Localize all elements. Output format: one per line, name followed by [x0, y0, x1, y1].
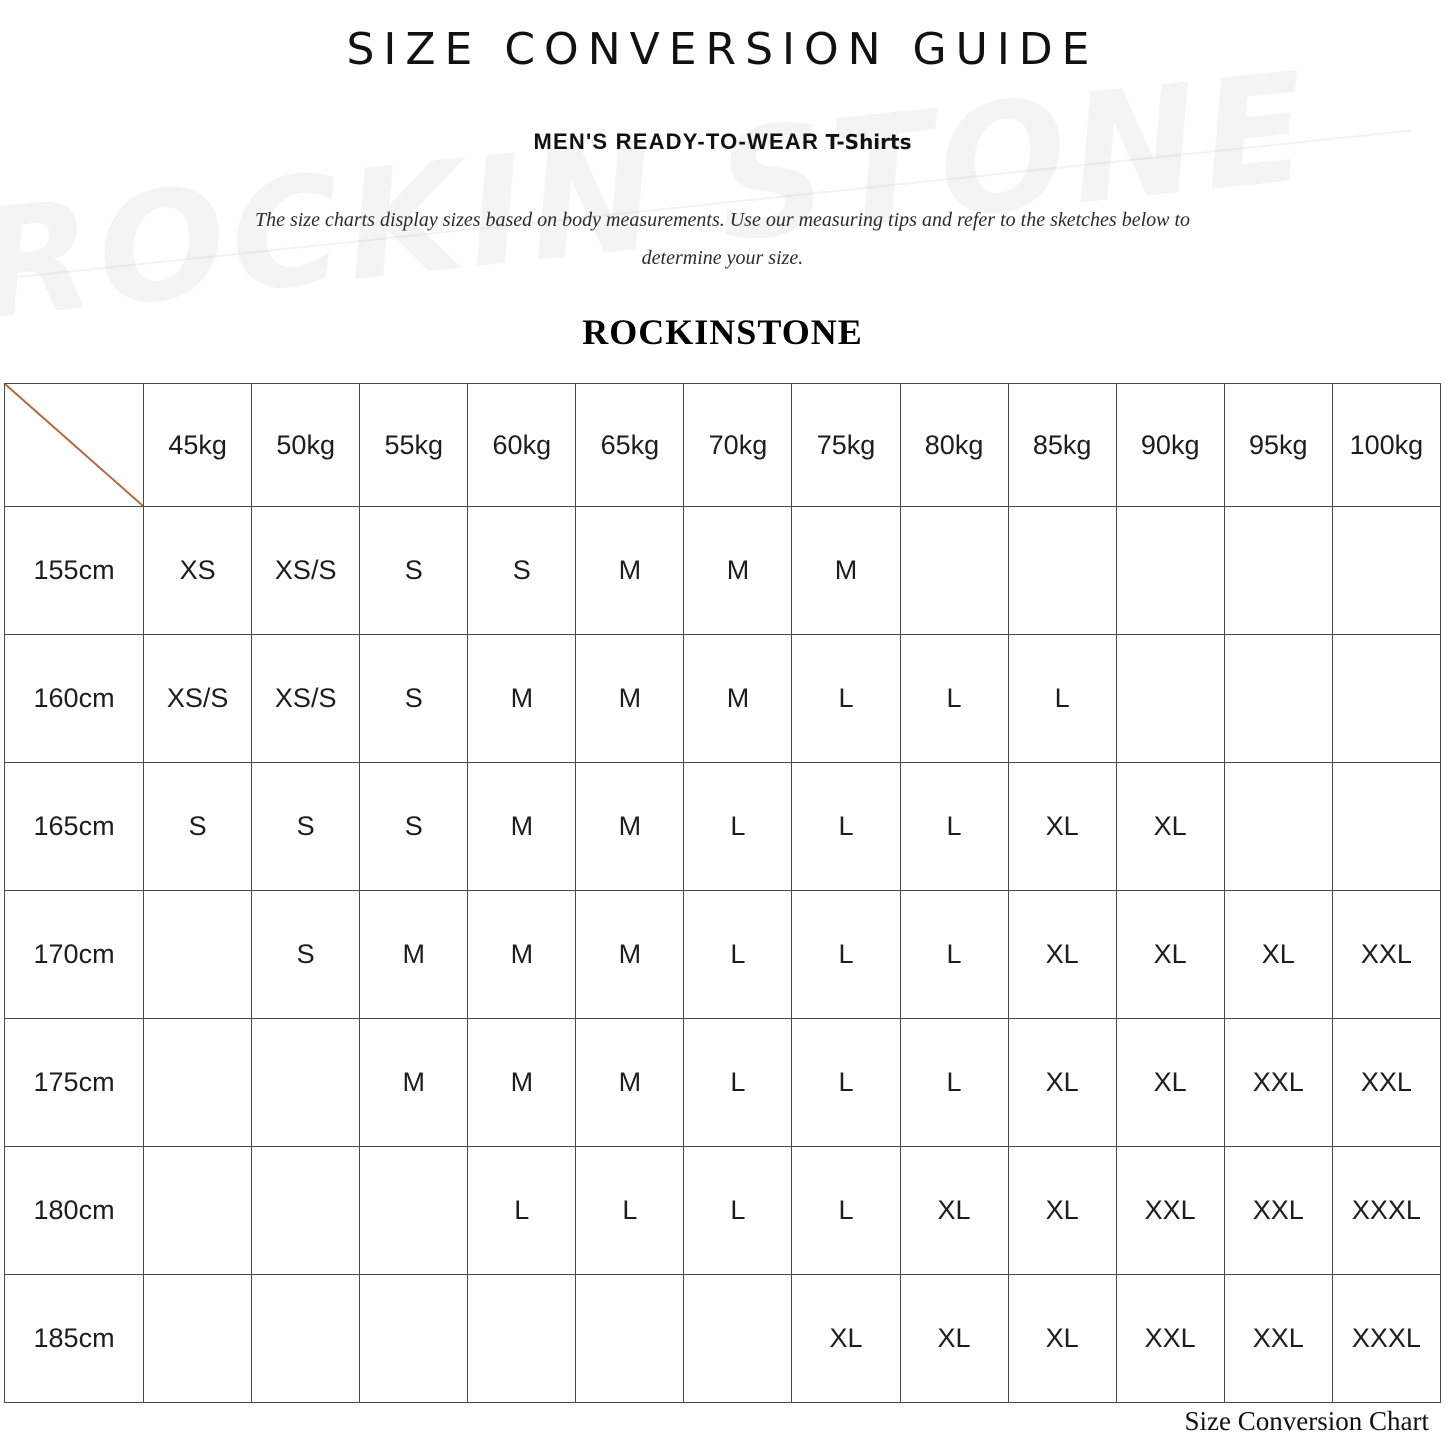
table-row [5, 635, 1441, 763]
brand-name: ROCKINSTONE [582, 312, 863, 352]
size-cell-empty [144, 1147, 252, 1275]
size-cell-empty [144, 891, 252, 1019]
size-cell: M [576, 635, 684, 763]
size-cell-empty [1116, 507, 1224, 635]
size-cell: S [144, 763, 252, 891]
size-cell: XXL [1224, 1275, 1332, 1403]
column-header-weight: 80kg [900, 384, 1008, 507]
size-cell: L [900, 635, 1008, 763]
size-cell-empty [1332, 635, 1440, 763]
size-cell: L [792, 1019, 900, 1147]
column-header-weight: 50kg [252, 384, 360, 507]
size-cell: M [360, 1019, 468, 1147]
size-cell-empty [684, 1275, 792, 1403]
size-cell-empty [252, 1275, 360, 1403]
size-cell: M [468, 1019, 576, 1147]
row-header-height: 160cm [5, 635, 144, 763]
size-cell-empty [252, 1147, 360, 1275]
column-header-weight: 60kg [468, 384, 576, 507]
diagonal-divider-icon [5, 384, 143, 506]
table-body [5, 507, 1441, 1403]
page-title: SIZE CONVERSION GUIDE [346, 24, 1099, 75]
column-header-weight: 70kg [684, 384, 792, 507]
size-cell-empty [468, 1275, 576, 1403]
size-cell: S [360, 763, 468, 891]
subtitle [0, 129, 1445, 155]
size-cell: XL [1008, 1019, 1116, 1147]
size-cell: XXL [1224, 1147, 1332, 1275]
size-cell-empty [1332, 507, 1440, 635]
size-conversion-table [4, 383, 1441, 1403]
subtitle-product: T-Shirts [825, 130, 912, 154]
row-header-height: 180cm [5, 1147, 144, 1275]
column-header-weight: 65kg [576, 384, 684, 507]
size-cell: XL [1116, 1019, 1224, 1147]
size-cell: L [900, 763, 1008, 891]
size-cell-empty [360, 1275, 468, 1403]
size-cell-empty [1224, 507, 1332, 635]
size-cell: XL [1008, 1147, 1116, 1275]
size-cell: XL [1116, 763, 1224, 891]
size-cell: M [684, 635, 792, 763]
size-cell-empty [144, 1275, 252, 1403]
size-cell: L [684, 891, 792, 1019]
size-cell: M [576, 763, 684, 891]
size-cell: L [684, 1019, 792, 1147]
size-cell: XL [1224, 891, 1332, 1019]
size-cell: L [468, 1147, 576, 1275]
size-cell: XS [144, 507, 252, 635]
size-cell: XXL [1116, 1147, 1224, 1275]
size-cell: M [576, 1019, 684, 1147]
size-cell: M [792, 507, 900, 635]
table-row [5, 507, 1441, 635]
size-cell: S [252, 891, 360, 1019]
size-cell: XS/S [252, 635, 360, 763]
size-cell: L [900, 891, 1008, 1019]
size-cell: XL [1008, 763, 1116, 891]
header-row [5, 384, 1441, 507]
size-cell: XL [900, 1275, 1008, 1403]
size-cell: XXXL [1332, 1147, 1440, 1275]
size-cell: L [792, 1147, 900, 1275]
size-cell: M [684, 507, 792, 635]
size-cell-empty [144, 1019, 252, 1147]
size-cell-empty [576, 1275, 684, 1403]
size-cell: M [360, 891, 468, 1019]
row-header-height: 165cm [5, 763, 144, 891]
size-cell: L [792, 635, 900, 763]
column-header-weight: 90kg [1116, 384, 1224, 507]
row-header-height: 175cm [5, 1019, 144, 1147]
size-cell: M [468, 891, 576, 1019]
size-cell: L [792, 763, 900, 891]
size-cell: L [684, 763, 792, 891]
row-header-height: 185cm [5, 1275, 144, 1403]
size-cell-empty [1008, 507, 1116, 635]
size-cell: L [900, 1019, 1008, 1147]
size-cell-empty [1224, 763, 1332, 891]
table-header [5, 384, 1441, 507]
size-cell-empty [252, 1019, 360, 1147]
size-cell: L [792, 891, 900, 1019]
row-header-height: 155cm [5, 507, 144, 635]
size-cell: XXL [1332, 891, 1440, 1019]
column-header-weight: 85kg [1008, 384, 1116, 507]
size-cell: L [576, 1147, 684, 1275]
description-text: The size charts display sizes based on body measurements. Use our measuring tips and refer to the sketches below to determine your size. [254, 209, 1191, 269]
header [0, 0, 1445, 353]
size-cell: XL [1008, 1275, 1116, 1403]
size-cell: XS/S [252, 507, 360, 635]
row-header-height: 170cm [5, 891, 144, 1019]
table-row [5, 891, 1441, 1019]
size-cell: L [1008, 635, 1116, 763]
table-row [5, 1275, 1441, 1403]
size-cell-empty [1224, 635, 1332, 763]
table-row [5, 763, 1441, 891]
size-cell-empty [1332, 763, 1440, 891]
size-cell-empty [1116, 635, 1224, 763]
footer-caption: Size Conversion Chart [1184, 1406, 1429, 1436]
size-cell: XXXL [1332, 1275, 1440, 1403]
size-cell: XL [900, 1147, 1008, 1275]
size-cell-empty [360, 1147, 468, 1275]
column-header-weight: 55kg [360, 384, 468, 507]
size-cell: XXL [1116, 1275, 1224, 1403]
size-cell: XXL [1332, 1019, 1440, 1147]
size-cell: XL [792, 1275, 900, 1403]
column-header-weight: 100kg [1332, 384, 1440, 507]
size-cell: S [360, 507, 468, 635]
column-header-weight: 75kg [792, 384, 900, 507]
size-cell: S [360, 635, 468, 763]
corner-cell-diagonal [5, 384, 144, 507]
size-cell: XS/S [144, 635, 252, 763]
column-header-weight: 45kg [144, 384, 252, 507]
table-row [5, 1019, 1441, 1147]
size-table-container [0, 383, 1445, 1403]
subtitle-category-suffix: -TO-WEAR [697, 129, 820, 154]
size-cell: XXL [1224, 1019, 1332, 1147]
size-cell: XL [1008, 891, 1116, 1019]
size-cell: S [252, 763, 360, 891]
size-cell: M [468, 635, 576, 763]
size-cell: S [468, 507, 576, 635]
size-cell: M [576, 507, 684, 635]
size-cell: M [468, 763, 576, 891]
subtitle-category: MEN'S READY [533, 129, 698, 154]
column-header-weight: 95kg [1224, 384, 1332, 507]
size-cell-empty [900, 507, 1008, 635]
size-cell: L [684, 1147, 792, 1275]
table-row [5, 1147, 1441, 1275]
size-cell: M [576, 891, 684, 1019]
size-cell: XL [1116, 891, 1224, 1019]
